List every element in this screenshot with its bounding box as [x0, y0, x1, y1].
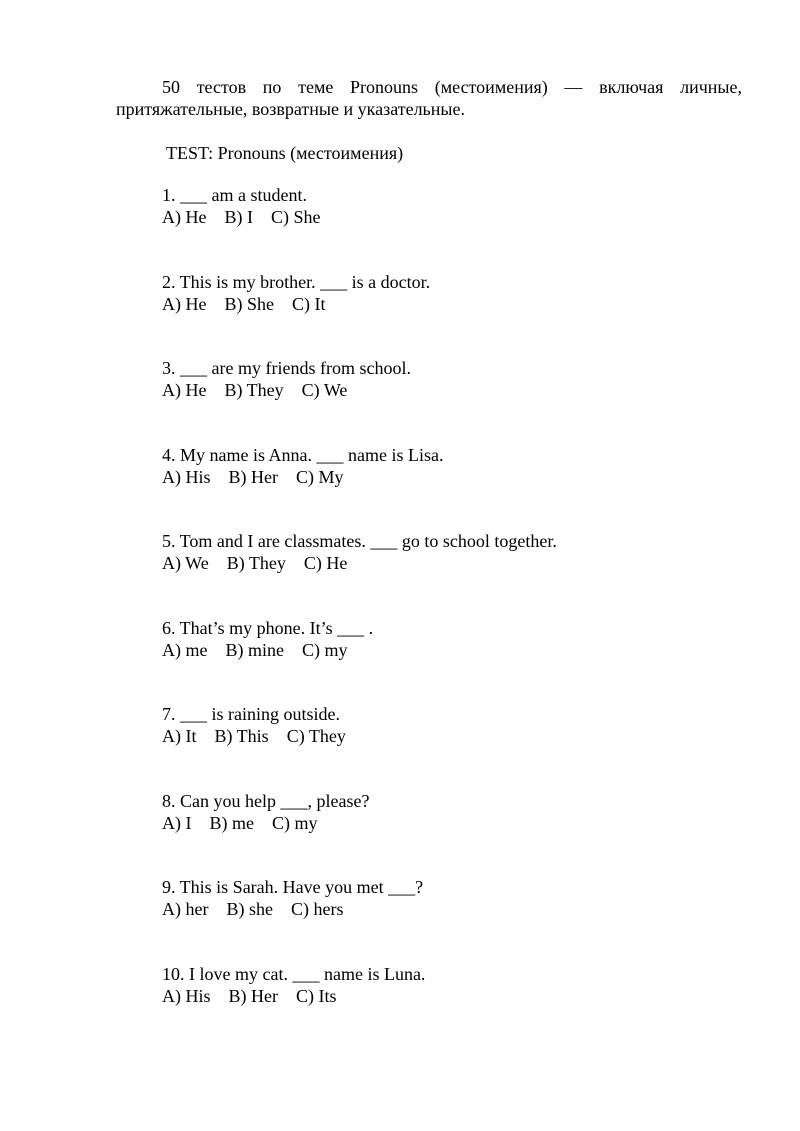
option-b: B) This: [214, 726, 269, 746]
option-b: B) They: [226, 553, 286, 573]
option-c: C) my: [272, 812, 318, 833]
option-a: A) We: [162, 553, 209, 573]
question-item: [162, 790, 557, 877]
answer-options: [162, 552, 557, 574]
question-text: 8. Can you help ___, please?: [162, 790, 370, 811]
intro-text: 50 тестов по теме Pronouns (местоимения) — включая личные, притяжательные, возвратные и указательные.: [116, 77, 742, 119]
intro-paragraph: [116, 76, 742, 120]
option-c: C) They: [286, 726, 346, 746]
question-item: [162, 184, 557, 271]
answer-options: [162, 466, 557, 488]
question-text: 9. This is Sarah. Have you met ___?: [162, 877, 424, 897]
option-c: C) It: [291, 293, 326, 314]
option-a: A) His: [162, 985, 211, 1006]
option-a: A) her: [162, 899, 209, 919]
question-item: [162, 357, 557, 444]
option-c: C) My: [295, 466, 344, 487]
option-a: A) It: [162, 726, 197, 746]
answer-options: [162, 293, 557, 315]
option-b: B) mine: [225, 639, 284, 660]
option-c: C) hers: [290, 899, 344, 919]
question-item: [162, 530, 557, 617]
question-text: 4. My name is Anna. ___ name is Lisa.: [162, 444, 444, 465]
question-item: [162, 444, 557, 531]
question-item: [162, 963, 557, 1050]
option-a: A) I: [162, 812, 192, 833]
answer-options: [162, 379, 557, 401]
option-b: B) Her: [228, 985, 278, 1006]
option-c: C) We: [301, 380, 348, 400]
answer-options: [162, 639, 557, 661]
question-text: 5. Tom and I are classmates. ___ go to school together.: [162, 531, 557, 551]
question-item: [162, 271, 557, 358]
option-b: B) She: [224, 293, 274, 314]
option-a: A) He: [162, 380, 207, 400]
question-text: 2. This is my brother. ___ is a doctor.: [162, 271, 431, 292]
option-b: B) me: [209, 812, 254, 833]
answer-options: [162, 898, 557, 920]
question-list: [162, 184, 557, 1049]
question-text: 3. ___ are my friends from school.: [162, 358, 411, 378]
answer-options: [162, 206, 557, 228]
question-item: [162, 617, 557, 704]
option-a: A) His: [162, 466, 211, 487]
option-c: C) He: [303, 553, 348, 573]
option-a: A) He: [162, 293, 207, 314]
option-b: B) she: [226, 899, 273, 919]
option-b: B) I: [224, 207, 253, 227]
option-c: C) Its: [295, 985, 337, 1006]
answer-options: [162, 812, 557, 834]
option-c: C) my: [301, 639, 348, 660]
answer-options: [162, 985, 557, 1007]
option-b: B) They: [224, 380, 284, 400]
question-text: 7. ___ is raining outside.: [162, 704, 340, 724]
test-title: TEST: Pronouns (местоимения): [166, 143, 404, 163]
question-item: [162, 876, 557, 963]
question-text: 10. I love my cat. ___ name is Luna.: [162, 963, 426, 984]
answer-options: [162, 725, 557, 747]
question-text: 6. That’s my phone. It’s ___ .: [162, 617, 374, 638]
question-text: 1. ___ am a student.: [162, 185, 307, 205]
option-a: A) He: [162, 207, 207, 227]
question-item: [162, 703, 557, 790]
option-c: C) She: [270, 207, 321, 227]
option-a: A) me: [162, 639, 208, 660]
option-b: B) Her: [228, 466, 278, 487]
